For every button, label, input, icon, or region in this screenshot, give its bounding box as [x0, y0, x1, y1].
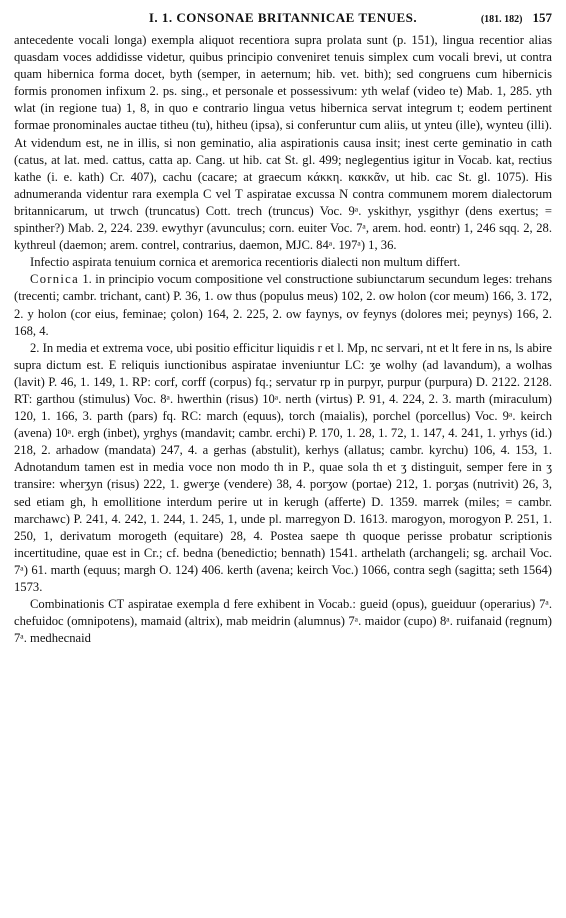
header-ref: (181. 182): [480, 14, 523, 25]
paragraph-2: Infectio aspirata tenuium cornica et aremorica recentioris dialecti non multum differt.: [30, 255, 461, 270]
paragraph-3: [14, 271, 552, 339]
header-title: I. 1. CONSONAE BRITANNICAE TENUES.: [148, 10, 418, 25]
paragraph-3-lead: Cornica: [30, 272, 79, 287]
paragraph-5: Combinationis CT aspiratae exempla d fere exhibent in Vocab.: gueid (opus), gueiduur (operarius) 7ᵃ. chefuidoc (omnipotens), mamaid (altrix), mab meidrin (alumnus) 7ᵃ. maidor (cupo) 8ᵃ. ruifanaid (regnum) 7ᵃ. medhecnaid: [14, 597, 552, 646]
header-right: [481, 10, 552, 26]
running-header: [14, 10, 552, 32]
paragraph-3-text: 1. in principio vocum compositione vel constructione subiunctarum secundum leges: trehans (trecenti; cambr. trichant, cant) P. 36, 1. ow thus (populus meus) 102, 2. ow holon (cor meum) 166, 3. 172, 2. y holon (cor eius, feminae; çolon) 164, 2. 225, 2. ow faynys, ov feynys (dolores mei; peynys) 166, 2. 168, 4.: [14, 272, 552, 338]
page-number: 157: [532, 10, 552, 25]
body-text: [14, 32, 552, 647]
paragraph-1: antecedente vocali longa) exempla aliquot recentiora supra prolata sunt (p. 151), lingua recentior alias quasdam voces addidisse videtur, quibus principio conveniret tenuis simplex cum vocali brevi, ut contra quam hibernica forma docet, byth (semper, in aeternum; hib. vet. bith); sed congruens cum hibernicis formis pronomen infixum 2. ps. sing., et personale et possessivum: yth welaf (video te) Mab. 1, 285. yth wlat (in regione tua) 1, 8, in quo e contrario lingua vetus hibernica servat integrum t; eodem pertinent formae pronominales auctae titheu (tu), hitheu (ipsa), si conferuntur cum aliis, ut ynteu (ille), wynteu (illi). At videndum est, ne in illis, si non geminatio, alia aspirationis causa insit; inest certe geminatio in cath (catus, at lat. med. cattus, catta ap. Cang. ut hib. cat St. gl. 499; neglegentius igitur in Vocab. kat, rectius kathe (i. e. kath) Cr. 407), cachu (cacare; at graecum κάκκη. κακκᾶν, ut hib. cac St. gl. 1075). His adnumeranda videntur rara exempla C vel T aspiratae excussa N contra communem morem dialectorum britannicarum, ut trwch (truncatus) Cott. trech (truncus) Voc. 9ᵃ. yskithyr, ysgithyr (dens exertus; = spinther?) Mab. 2, 224. 239. ewythyr (avunculus; corn. euiter Voc. 7ᵃ, arem. hod. eontr) 1, 246 sqq. 2, 28. kythreul (daemon; arem. contrel, contrarius, daemon, MJC. 84ᵃ. 197ᵃ) 1, 36.: [14, 33, 552, 253]
paragraph-4: 2. In media et extrema voce, ubi positio efficitur liquidis r et l. Mp, nc servari, nt et lt fere in ns, ls abire supra dictum est. E reliquis iunctionibus aspiratae inveniuntur LC: ʒe wolhy (ad lavandum), a wolhas (lavit) P. 46, 1. 149, 1. RP: corf, corff (corpus) fq.; servatur rp in purpyr, purpur (purpura) D. 2122. 2128. RT: garthou (stimulus) Voc. 8ᵃ. hwerthin (risus) 10ᵃ. nerth (virtus) P. 91, 4. 224, 2. 3. marth (miraculum) 120, 1. 166, 3. parth (pars) fq. RC: march (equus), torch (maialis), porchel (porcellus) Voc. 9ᵃ. keirch (avena) 10ᵃ. ergh (inbet), yrghys (mandavit; cambr. erchi) P. 170, 1. 28, 1. 72, 1. 147, 4. 241, 1. yrhys (id.) 218, 2. arhadow (mandata) 247, 4. a gerhas (abstulit), kerhys (allatus; cambr. kyrchu) 106, 4. 153, 1. Adnotandum tamen est in media voce non modo th in P., quae sola th et ʒ distinguit, semper fere in ʒ transire: wherʒyn (risus) 222, 1. gwerʒe (vendere) 38, 4. porʒow (portae) 212, 1. porʒas (nutrivit) 26, 3, sed etiam gh, h emollitione interdum perire ut in kerugh (afferte) D. 1359. marrek (miles; = cambr. marchawc) P. 241, 4. 242, 1. 244, 1. 245, 1, unde pl. marregyon D. 1613. marogyon, morogyon P. 251, 1. 250, 1, derivatum morogeth (equitare) 28, 4. Postea saepe th quoque perisse probatur scriptionis incertitudine, quae est in Cr.; cf. bedna (benedictio; bennath) 1541. arthelath (archangeli; sg. archail Voc. 7ᵃ) 61. marth (equus; margh O. 124) 406. kerth (avena; keirch Voc.) 1066, contra segh (sagitta; seth 1564) 1573.: [14, 340, 552, 594]
